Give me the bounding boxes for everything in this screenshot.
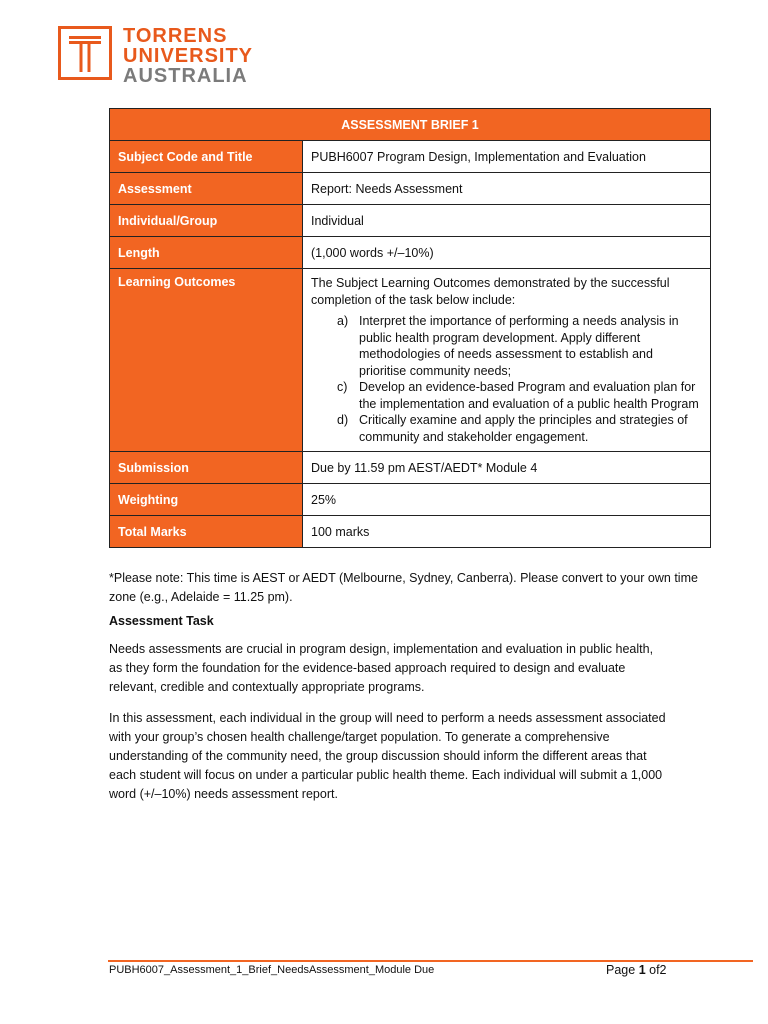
row-value-subject: PUBH6007 Program Design, Implementation and Evaluation xyxy=(303,141,711,173)
row-label-subject: Subject Code and Title xyxy=(110,141,303,173)
row-label-weighting: Weighting xyxy=(110,484,303,516)
outcomes-intro: The Subject Learning Outcomes demonstrated by the successful completion of the task below include: xyxy=(311,276,670,307)
table-row xyxy=(110,237,711,269)
table-row xyxy=(110,141,711,173)
assessment-brief-table xyxy=(109,108,711,548)
row-value-submission: Due by 11.59 pm AEST/AEDT* Module 4 xyxy=(303,452,711,484)
footer-filename: PUBH6007_Assessment_1_Brief_NeedsAssessment_Module Due xyxy=(109,964,435,976)
outcomes-list xyxy=(311,313,702,445)
paragraph-1: Needs assessments are crucial in program design, implementation and evaluation in public health, as they form the foundation for the evidence-based approach required to design and evaluate relevant, credible and contextually appropriate programs. xyxy=(109,642,654,694)
outcome-text: Critically examine and apply the principles and strategies of community and stakeholder engagement. xyxy=(359,413,688,444)
page-indicator xyxy=(606,963,667,977)
table-row xyxy=(110,269,711,452)
table-row xyxy=(110,484,711,516)
outcome-text: Interpret the importance of performing a needs analysis in public health program development. Apply different methodologies of needs assessment to establish and prioritise community needs; xyxy=(359,314,679,378)
page-total: of2 xyxy=(649,963,667,977)
row-label-assessment: Assessment xyxy=(110,173,303,205)
table-row xyxy=(110,173,711,205)
row-value-weighting: 25% xyxy=(303,484,711,516)
row-label-submission: Submission xyxy=(110,452,303,484)
page-number: 1 xyxy=(638,963,646,977)
table-row xyxy=(110,452,711,484)
paragraph-2: In this assessment, each individual in the group will need to perform a needs assessment associated with your group’s chosen health challenge/target population. To generate a comprehensive understanding of the community need, the group discussion should inform the different areas that each student will focus on under a particular public health theme. Each individual will submit a 1,000 word (+/–10%) needs assessment report. xyxy=(109,711,666,801)
row-value-length: (1,000 words +/–10%) xyxy=(303,237,711,269)
row-value-individual-group: Individual xyxy=(303,205,711,237)
assessment-task-heading: Assessment Task xyxy=(109,614,214,628)
table-row xyxy=(110,205,711,237)
logo-line-1: TORRENS xyxy=(123,25,228,47)
row-label-learning-outcomes: Learning Outcomes xyxy=(110,269,303,452)
footer-divider xyxy=(108,960,753,962)
row-value-assessment: Report: Needs Assessment xyxy=(303,173,711,205)
table-row xyxy=(110,516,711,548)
row-label-length: Length xyxy=(110,237,303,269)
outcome-marker: c) xyxy=(337,380,348,394)
row-label-total-marks: Total Marks xyxy=(110,516,303,548)
timezone-note: *Please note: This time is AEST or AEDT (Melbourne, Sydney, Canberra). Please convert to your own time zone (e.g., Adelaide = 11.25 pm). xyxy=(109,571,698,604)
row-value-total-marks: 100 marks xyxy=(303,516,711,548)
logo-wordmark xyxy=(123,26,253,86)
logo-line-2: UNIVERSITY xyxy=(123,45,254,67)
logo-line-3: AUSTRALIA xyxy=(123,65,248,87)
outcome-marker: d) xyxy=(337,413,349,427)
list-item xyxy=(311,379,702,412)
torrens-logo-icon xyxy=(58,26,112,80)
list-item xyxy=(311,412,702,445)
row-label-individual-group: Individual/Group xyxy=(110,205,303,237)
page-word: Page xyxy=(606,963,636,977)
outcome-marker: a) xyxy=(337,314,349,328)
table-header-row xyxy=(110,109,711,141)
outcome-text: Develop an evidence-based Program and evaluation plan for the implementation and evaluation of a public health Program xyxy=(359,380,699,411)
list-item xyxy=(311,313,702,379)
row-value-learning-outcomes xyxy=(303,269,711,452)
table-header: ASSESSMENT BRIEF 1 xyxy=(110,109,711,141)
